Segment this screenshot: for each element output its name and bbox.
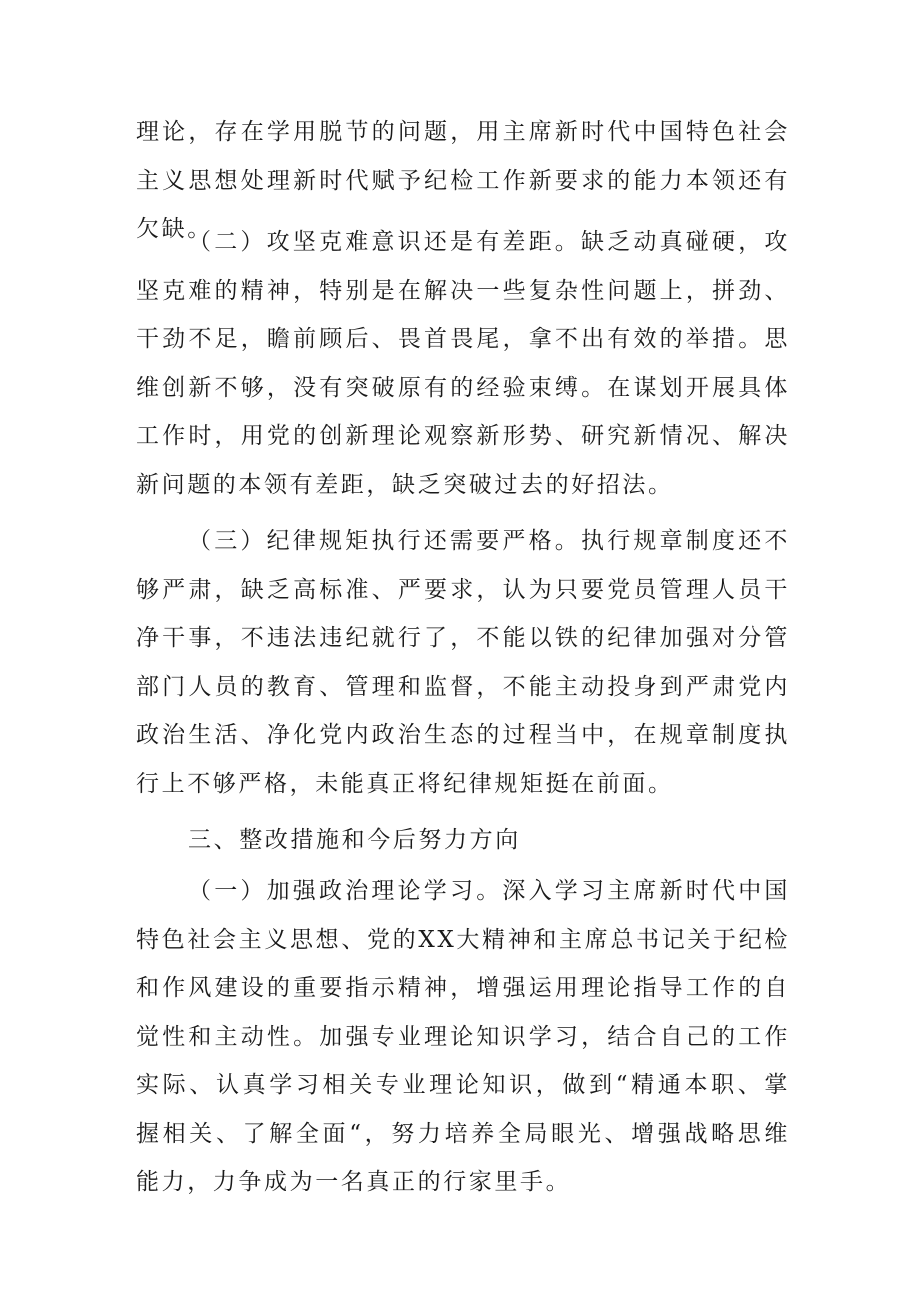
paragraph-measure-1: （一）加强政治理论学习。深入学习主席新时代中国特色社会主义思想、党的XX大精神和主席总书记关于纪检和作风建设的重要指示精神，增强运用理论指导工作的自觉性和主动性。加强专业理论知识学习，结合自己的工作实际、认真学习相关专业理论知识，做到“精通本职、掌握相关、了解全面“，努力培养全局眼光、增强战略思维能力，力争成为一名真正的行家里手。 bbox=[136, 878, 790, 1195]
paragraph-section-2: （二）攻坚克难意识还是有差距。缺乏动真碰硬，攻坚克难的精神，特别是在解决一些复杂性问题上，拼劲、干劲不足，瞻前顾后、畏首畏尾，拿不出有效的举措。思维创新不够，没有突破原有的经验束缚。在谋划开展具体工作时，用党的创新理论观察新形势、研究新情况、解决新问题的本领有差距，缺乏突破过去的好招法。 bbox=[136, 229, 790, 498]
section-heading: 三、整改措施和今后努力方向 bbox=[188, 827, 521, 853]
paragraph-section-3: （三）纪律规矩执行还需要严格。执行规章制度还不够严肃，缺乏高标准、严要求，认为只要党员管理人员干净干事，不违法违纪就行了，不能以铁的纪律加强对分管部门人员的教育、管理和监督，不能主动投身到严肃党内政治生活、净化党内政治生态的过程当中，在规章制度执行上不够严格，未能真正将纪律规矩挺在前面。 bbox=[136, 528, 790, 797]
paragraph-continuation: 理论，存在学用脱节的问题，用主席新时代中国特色社会主义思想处理新时代赋予纪检工作新要求的能力本领还有欠缺。 bbox=[136, 119, 790, 242]
